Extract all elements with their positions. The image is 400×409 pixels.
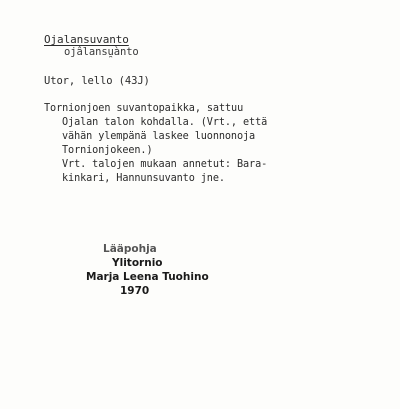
stamp-region: Lääpohja (103, 243, 157, 255)
stamp-year: 1970 (120, 285, 150, 297)
description-line-6: kinkari, Hannunsuvanto jne. (62, 173, 225, 184)
description-line-3: vähän ylempänä laskee luonnonoja (62, 131, 256, 142)
stamp-parish: Ylitornio (112, 257, 163, 269)
description-line-5: Vrt. talojen mukaan annetut: Bara- (62, 159, 268, 170)
stamp-collector: Marja Leena Tuohino (86, 271, 209, 283)
pronunciation: ojâlansu̯ànto (64, 46, 139, 58)
informant: Utor, lello (43J) (44, 75, 150, 87)
description-line-2: Ojalan talon kohdalla. (Vrt., että (62, 117, 268, 128)
description-line-1: Tornionjoen suvantopaikka, sattuu (44, 103, 244, 114)
description-line-4: Tornionjokeen.) (62, 145, 153, 156)
headword: Ojalansuvanto (44, 33, 129, 46)
